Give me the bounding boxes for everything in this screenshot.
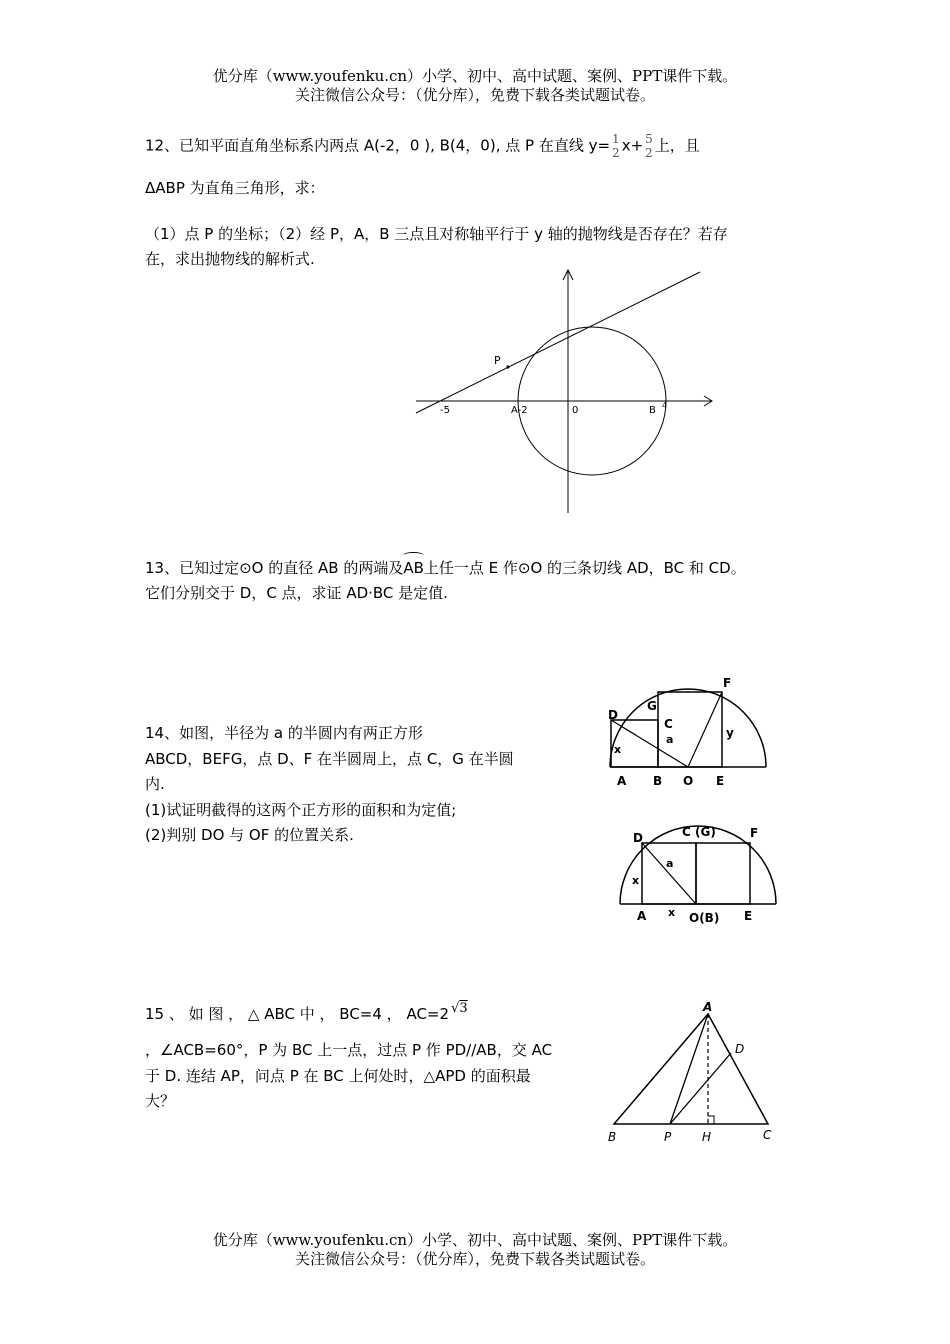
- segment-ap: [670, 1014, 708, 1124]
- fig15-label-h: H: [702, 1130, 712, 1144]
- q15-sqrt-sign: √: [451, 1001, 460, 1016]
- line-y: [416, 272, 700, 413]
- q12-text-c: 上，且: [654, 136, 700, 155]
- q12-line-2: ΔABP 为直角三角形，求：: [145, 179, 325, 197]
- header-line-2: 关注微信公众号：（优分库），免费下载各类试题试卷。: [294, 86, 655, 104]
- fig15-label-c: C: [763, 1128, 772, 1142]
- header-line-1: 优分库（www.youfenku.cn）小学、初中、高中试题、案例、PPT课件下载。: [212, 67, 738, 85]
- q15-line-2: ，∠ACB=60°，P 为 BC 上一点，过点 P 作 PD//AB，交 AC: [145, 1041, 553, 1059]
- fig15-label-b: B: [608, 1130, 617, 1144]
- fig1-label-y: y: [726, 726, 734, 740]
- q14-line-5: (2)判别 DO 与 OF 的位置关系.: [145, 826, 354, 844]
- label-a: A-2: [511, 405, 528, 416]
- segment-of: [688, 692, 722, 767]
- fig2-label-a: A: [637, 909, 647, 923]
- fig2-label-ob: O(B): [689, 911, 720, 925]
- fig1-label-x: x: [614, 743, 622, 756]
- fig1-label-f: F: [723, 676, 732, 690]
- fig1-label-a: A: [617, 774, 627, 788]
- fig2-label-f: F: [750, 826, 759, 840]
- q15-sqrt-value: 3: [459, 1001, 468, 1016]
- label-b: B: [649, 405, 656, 416]
- fig15-label-p: P: [664, 1130, 672, 1144]
- fig1-label-a-lower: a: [666, 733, 674, 746]
- q15-line-3: 于 D. 连结 AP，问点 P 在 BC 上何处时，△APD 的面积最: [145, 1067, 531, 1085]
- q14-figure-2: [610, 810, 785, 934]
- q15-line-4: 大？: [145, 1092, 176, 1110]
- label-4: 4: [662, 401, 668, 410]
- fig2-label-d: D: [633, 831, 643, 845]
- q12-fraction-1: 1 2: [612, 132, 620, 160]
- fig15-label-a: A: [703, 1000, 713, 1014]
- q15-text-a: 15 、 如 图 ， △ ABC 中 ， BC=4 ， AC=2: [145, 1005, 450, 1023]
- fig1-label-c: C: [664, 717, 673, 731]
- fig1-label-d: D: [608, 708, 618, 722]
- label-minus5: -5: [440, 405, 450, 416]
- semicircle: [610, 689, 766, 767]
- right-angle-mark: [708, 1116, 714, 1124]
- segment-do-2: [642, 843, 696, 904]
- q15-line-1: [145, 996, 468, 1027]
- square-2: [696, 843, 750, 904]
- q14-figure-1: [598, 672, 773, 794]
- q13-line-2: 它们分别交于 D，C 点，求证 AD·BC 是定值.: [145, 584, 448, 602]
- fig15-label-d: D: [735, 1042, 745, 1056]
- fig1-label-o: O: [683, 774, 694, 788]
- segment-pd: [670, 1053, 731, 1124]
- triangle-abc: [614, 1014, 768, 1124]
- q13-arc-ab: AB: [403, 555, 424, 581]
- label-p: P: [494, 354, 501, 367]
- q14-line-3: 内.: [145, 775, 165, 793]
- q12-fraction-2: 5 2: [645, 132, 653, 160]
- point-p: [506, 365, 509, 368]
- footer-line-2: 关注微信公众号：（优分库），免费下载各类试题试卷。: [294, 1250, 655, 1268]
- footer-line-1: 优分库（www.youfenku.cn）小学、初中、高中试题、案例、PPT课件下载。: [212, 1231, 738, 1249]
- fig2-label-e: E: [744, 909, 753, 923]
- segment-do: [611, 720, 688, 767]
- q12-text-b: x+: [621, 136, 644, 155]
- label-o: 0: [572, 405, 579, 416]
- q15-figure: [600, 998, 785, 1150]
- fig1-label-e: E: [716, 774, 725, 788]
- q12-line-3: （1）点 P 的坐标；（2）经 P，A，B 三点且对称轴平行于 y 轴的抛物线是否存在？若存: [145, 225, 728, 243]
- fig1-label-b: B: [653, 774, 663, 788]
- fig2-label-x1: x: [632, 874, 640, 887]
- q14-line-4: (1)试证明截得的这两个正方形的面积和为定值;: [145, 801, 457, 819]
- fig1-label-g: G: [647, 699, 657, 713]
- q12-figure: [410, 268, 720, 518]
- q12-line-4: 在，求出抛物线的解析式.: [145, 250, 315, 268]
- fig2-label-cg: C (G): [682, 825, 716, 839]
- fig2-label-a-lower: a: [666, 857, 674, 870]
- q13-text-b: 上任一点 E 作⊙O 的三条切线 AD，BC 和 CD。: [423, 559, 746, 577]
- q14-line-1: 14、如图，半径为 a 的半圆内有两正方形: [145, 724, 423, 742]
- q12-line-1: [145, 132, 700, 160]
- fig2-label-x2: x: [668, 906, 676, 919]
- q12-text-a: 12、已知平面直角坐标系内两点 A(-2，0 ), B(4，0), 点 P 在直线 y=: [145, 136, 611, 155]
- q13-line-1: [145, 555, 746, 581]
- q13-text-a: 13、已知过定⊙O 的直径 AB 的两端及: [145, 559, 404, 577]
- q14-line-2: ABCD，BEFG，点 D、F 在半圆周上，点 C，G 在半圆: [145, 750, 514, 768]
